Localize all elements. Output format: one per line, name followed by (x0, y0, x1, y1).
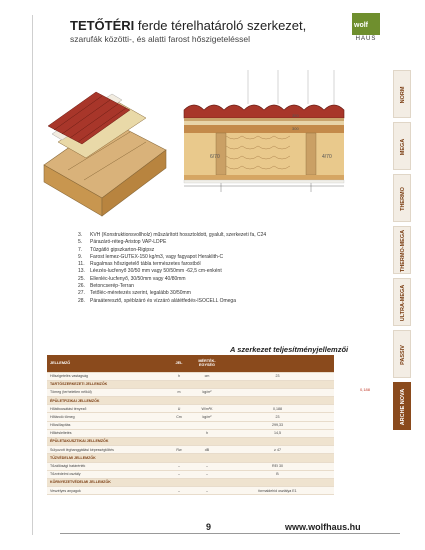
table-row (47, 429, 334, 437)
table-cell: – (193, 470, 221, 478)
table-row (47, 446, 334, 454)
table-cell (221, 388, 334, 396)
tab-label: NORM (400, 86, 406, 104)
table-cell: h (193, 429, 221, 437)
wolf-haus-logo (352, 13, 380, 45)
table-cell: Hőcsillapítás (47, 421, 165, 429)
header-cell (221, 355, 334, 372)
table-row (47, 487, 334, 495)
table-row (47, 413, 334, 421)
tab-ultra-mega[interactable] (393, 278, 411, 326)
table-group-row (47, 397, 334, 405)
page-number: 9 (206, 522, 212, 532)
side-note: 0,188 (360, 387, 371, 392)
dim-label: 4/70 (322, 154, 332, 160)
title-bold: TETŐTÉRI (70, 18, 135, 33)
dim-label: 300 (292, 126, 299, 131)
table-cell: Hőtároló tömeg (47, 413, 165, 421)
table-cell: TARTÓSZERKEZETI JELLEMZŐK (47, 380, 165, 388)
table-cell: W/m²K (193, 405, 221, 413)
table-cell: formaldehid osztálya E1 (221, 487, 334, 495)
logo-word: wolf (354, 22, 368, 29)
table-cell: Tűzállósági határérték (47, 462, 165, 470)
table-row (47, 405, 334, 413)
logo-sub: HAUS (355, 36, 377, 42)
table-cell (193, 438, 221, 446)
table-cell: – (165, 470, 193, 478)
table-row (47, 388, 334, 396)
legend-item: 9. Farost lemez-GUTEX-150 kg/m3, vagy fagyapot Heraklith-C (78, 253, 224, 260)
roof-diagram-svg (38, 70, 388, 230)
tab-thermo-mega[interactable] (393, 226, 411, 274)
material-legend (78, 232, 328, 305)
table-cell (193, 478, 221, 486)
table-cell: Rw (165, 446, 193, 454)
table-cell: TŰZVÉDELMI JELLEMZŐK (47, 454, 165, 462)
dim-label: 6/70 (210, 154, 220, 160)
table-cell: Veszélyes anyagok (47, 487, 165, 495)
table-cell: – (165, 462, 193, 470)
table-cell: REI 30 (221, 462, 334, 470)
tab-label: ARCHE NOVA (400, 388, 406, 426)
table-cell: 23 (221, 372, 334, 380)
table-cell: dB (193, 446, 221, 454)
legend-item: 25. Ellenléc-lucfenyő, 30/50mm vagy 40/80mm (78, 275, 186, 282)
table-cell: 14,5 (221, 429, 334, 437)
tab-arche-nova[interactable] (393, 382, 411, 430)
table-group-row (47, 380, 334, 388)
roof-section-view (184, 70, 344, 192)
legend-item: 26. Betoncserép-Terran (78, 283, 134, 290)
table-cell: kg/m² (193, 413, 221, 421)
table-cell (221, 478, 334, 486)
roof-3d-cutaway (44, 92, 166, 216)
table-cell (165, 429, 193, 437)
table-cell (193, 421, 221, 429)
dim-label: 350 (292, 113, 299, 118)
table-cell: Súlyozott léghanggátlási képességtöltés (47, 446, 165, 454)
footer-divider (60, 533, 400, 534)
section-title: A szerkezet teljesítményjellemzői (230, 345, 349, 354)
table-cell (221, 380, 334, 388)
table-cell: – (165, 487, 193, 495)
tab-mega[interactable] (393, 122, 411, 170)
footer-url[interactable]: www.wolfhaus.hu (285, 522, 361, 532)
page-margin-line (32, 15, 33, 535)
table-row (47, 462, 334, 470)
table-cell: Hőkésleltetés (47, 429, 165, 437)
table-cell: – (193, 462, 221, 470)
table-cell: – (193, 487, 221, 495)
table-cell: kg/m² (193, 388, 221, 396)
legend-item: 13. Léezés-lucfenyő 30/50 mm vagy 50/50mm -62,5 cm-enként (78, 268, 222, 275)
tab-label: PASSIV (400, 345, 406, 365)
table-group-row (47, 454, 334, 462)
table-row (47, 372, 334, 380)
table-header-row (47, 355, 334, 372)
legend-item: 28. Páraáteresztő, spéblzáró és vízzáró alátétfedés-ISOCELL Omega (78, 297, 236, 304)
table-cell: B (221, 470, 334, 478)
table-cell (193, 454, 221, 462)
legend-item: 11. Rugalmas hőszigetelő tábla természetes farostból (78, 261, 201, 268)
table-cell: U (165, 405, 193, 413)
table-cell: ÉPÜLETAKUSZTIKAI JELLEMZŐK (47, 438, 165, 446)
table-cell (221, 438, 334, 446)
table-cell: h (165, 372, 193, 380)
table-cell (165, 454, 193, 462)
tab-label: THERMO-MEGA (400, 229, 406, 273)
logo-mark (352, 13, 380, 35)
table-cell: KÖRNYEZETVÉDELMI JELLEMZŐK (47, 478, 165, 486)
table-cell (193, 397, 221, 405)
table-cell: ≥ 47 (221, 446, 334, 454)
tab-label: THERMO (400, 187, 406, 211)
legend-item: 3. KVH (Konstruktionsvollholz) műszárított hossztoldott, gyalult, szerkezeti fa, C24 (78, 232, 267, 238)
table-row (47, 421, 334, 429)
table-cell: m (165, 388, 193, 396)
legend-item: 27. Tetőléc-méretezés szerint, legalább 30/50mm (78, 290, 191, 297)
table-cell (193, 380, 221, 388)
table-group-row (47, 438, 334, 446)
table-cell (165, 438, 193, 446)
tab-label: MEGA (400, 138, 406, 156)
header-cell: MÉRTÉK-EGYSÉG (193, 355, 221, 372)
table-cell: Tömeg (terheletlen nélkül) (47, 388, 165, 396)
table-cell (165, 380, 193, 388)
header-cell: JELLEMZŐ (47, 355, 165, 372)
table-cell (165, 478, 193, 486)
table-row (47, 470, 334, 478)
table-cell (165, 397, 193, 405)
roof-section-diagram (38, 70, 388, 230)
page-header (70, 18, 350, 45)
table-cell: Tűzvédelmi osztály (47, 470, 165, 478)
page-title (70, 18, 350, 33)
table-cell: cm (193, 372, 221, 380)
page-subtitle: szarufák közötti-, és alatti farost hőszigeteléssel (70, 34, 250, 44)
title-rest: ferde térelhatároló szerkezet, (134, 18, 307, 33)
tab-thermo[interactable] (393, 174, 411, 222)
tab-passiv[interactable] (393, 330, 411, 378)
tab-label: ULTRA-MEGA (400, 284, 406, 322)
performance-table (47, 355, 334, 495)
tab-norm[interactable] (393, 70, 411, 118)
table-body (47, 355, 334, 495)
table-cell: 299,33 (221, 421, 334, 429)
table-cell: ÉPÜLETFIZIKAI JELLEMZŐK (47, 397, 165, 405)
table-cell (221, 397, 334, 405)
table-cell: Cm (165, 413, 193, 421)
legend-item: 7. Tűzgátló gipszkarton-Rigipsz (78, 246, 155, 253)
table-cell (165, 421, 193, 429)
table-cell: 23 (221, 413, 334, 421)
table-cell: Hőszigetelés vastagság (47, 372, 165, 380)
table-cell: 0,188 (221, 405, 334, 413)
table-cell (221, 454, 334, 462)
header-cell: JEL (165, 355, 193, 372)
table-cell: Hőátbocsátási tényező (47, 405, 165, 413)
legend-item: 5. Párazáró-réteg-Aristop VAP-LDPE (78, 239, 167, 246)
table-group-row (47, 478, 334, 486)
